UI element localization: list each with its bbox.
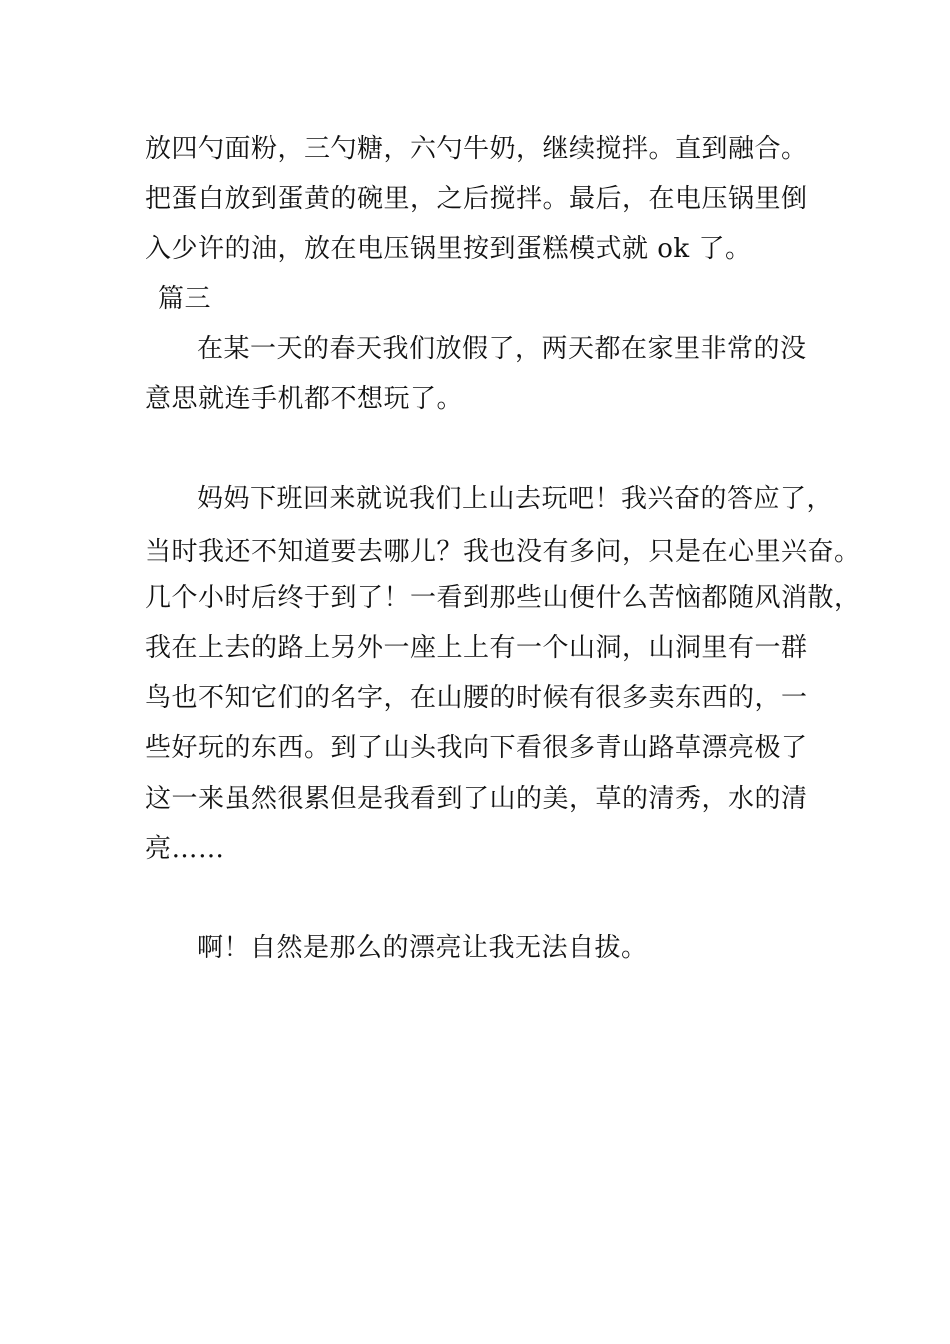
text-line: 在某一天的春天我们放假了，两天都在家里非常的没 <box>197 334 807 364</box>
text-line: 啊！自然是那么的漂亮让我无法自拔。 <box>197 933 648 963</box>
text-line: 当时我还不知道要去哪儿？我也没有多问，只是在心里兴奋。 <box>145 537 861 567</box>
text-line: 些好玩的东西。到了山头我向下看很多青山路草漂亮极了 <box>145 733 808 763</box>
text-line: 入少许的油，放在电压锅里按到蛋糕模式就 ok 了。 <box>145 234 752 264</box>
text-line: 这一来虽然很累但是我看到了山的美，草的清秀，水的清 <box>145 784 808 814</box>
text-line: 把蛋白放到蛋黄的碗里，之后搅拌。最后，在电压锅里倒 <box>145 184 808 214</box>
text-line: 我在上去的路上另外一座上上有一个山洞，山洞里有一群 <box>145 633 808 663</box>
text-line: 放四勺面粉，三勺糖，六勺牛奶，继续搅拌。直到融合。 <box>145 134 808 164</box>
section-heading: 篇三 <box>158 284 212 314</box>
text-line: 意思就连手机都不想玩了。 <box>145 384 464 414</box>
text-line: 几个小时后终于到了！一看到那些山便什么苦恼都随风消散， <box>145 583 861 613</box>
text-line: 妈妈下班回来就说我们上山去玩吧！我兴奋的答应了， <box>197 484 834 514</box>
text-line: 亮…… <box>145 834 225 864</box>
text-line: 鸟也不知它们的名字，在山腰的时候有很多卖东西的，一 <box>145 683 808 713</box>
